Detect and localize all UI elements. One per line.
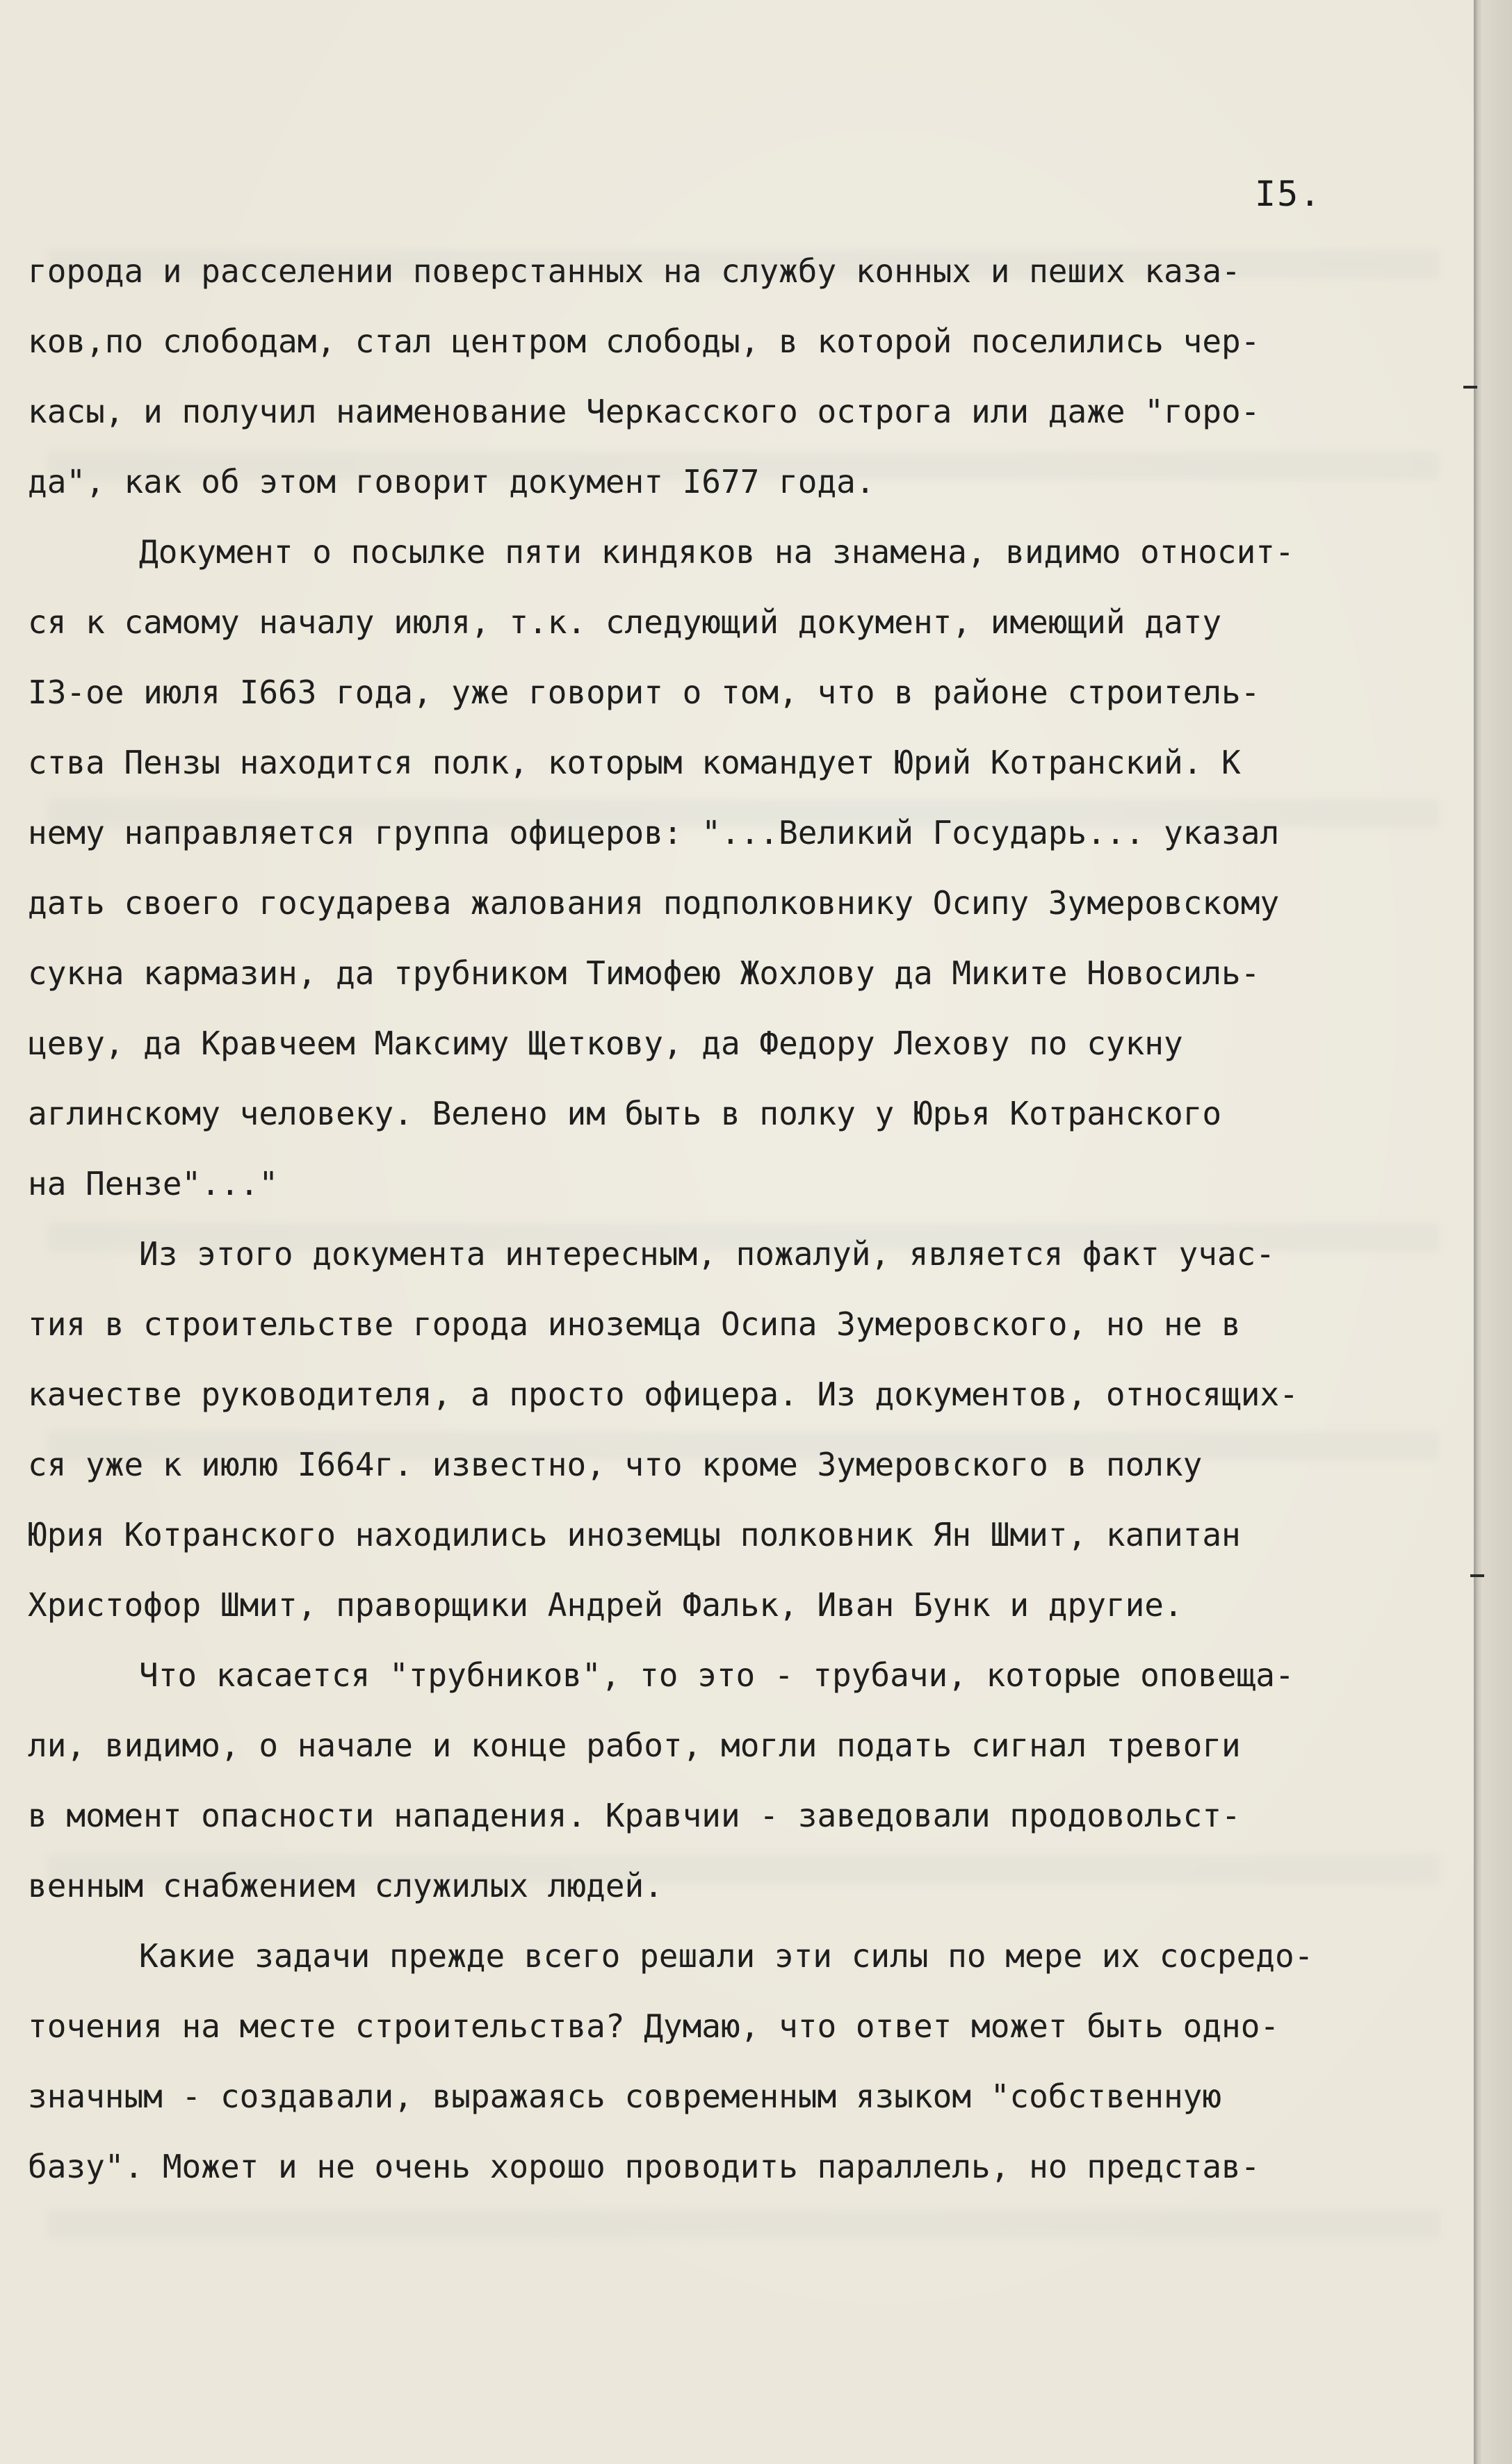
- text-line: Христофор Шмит, праворщики Андрей Фальк, Иван Бунк и другие.: [28, 1586, 1183, 1624]
- text-line: цеву, да Кравчеем Максиму Щеткову, да Федору Лехову по сукну: [28, 1025, 1183, 1062]
- bleed-through-shadow: [49, 2210, 1439, 2238]
- text-line: I3-ое июля I663 года, уже говорит о том, что в районе строитель-: [28, 674, 1260, 711]
- text-line: Что касается "трубников", то это - трубачи, которые оповеща-: [139, 1656, 1294, 1694]
- text-line: Из этого документа интересным, пожалуй, является факт учас-: [139, 1235, 1275, 1273]
- text-line: касы, и получил наименование Черкасского острога или даже "горо-: [28, 393, 1260, 430]
- margin-tick-mark: [1470, 1574, 1484, 1577]
- text-line: в момент опасности нападения. Кравчии - заведовали продовольст-: [28, 1797, 1241, 1834]
- text-line: точения на месте строительства? Думаю, что ответ может быть одно-: [28, 2007, 1280, 2045]
- text-line: на Пензе"...": [28, 1165, 279, 1202]
- text-line: да", как об этом говорит документ I677 года.: [28, 463, 875, 500]
- text-line: города и расселении поверстанных на службу конных и пеших каза-: [28, 252, 1241, 290]
- text-line: Юрия Котранского находились иноземцы полковник Ян Шмит, капитан: [28, 1516, 1241, 1553]
- text-line: нему направляется группа офицеров: "...Великий Государь... указал: [28, 814, 1280, 851]
- text-line: тия в строительстве города иноземца Осипа Зумеровского, но не в: [28, 1305, 1241, 1343]
- next-page-edge: [1474, 0, 1512, 2464]
- text-line: ся к самому началу июля, т.к. следующий документ, имеющий дату: [28, 603, 1222, 641]
- text-line: ли, видимо, о начале и конце работ, могли подать сигнал тревоги: [28, 1727, 1241, 1764]
- text-line: базу". Может и не очень хорошо проводить параллель, но представ-: [28, 2148, 1260, 2185]
- text-line: аглинскому человеку. Велено им быть в полку у Юрья Котранского: [28, 1095, 1222, 1132]
- text-line: ства Пензы находится полк, которым командует Юрий Котранский. К: [28, 744, 1241, 781]
- page-number: I5.: [1255, 174, 1322, 214]
- text-line: сукна кармазин, да трубником Тимофею Жохлову да Миките Новосиль-: [28, 954, 1260, 992]
- margin-tick-mark: [1463, 386, 1477, 389]
- text-line: значным - создавали, выражаясь современным языком "собственную: [28, 2078, 1222, 2115]
- text-line: ков,по слободам, стал центром слободы, в которой поселились чер-: [28, 323, 1260, 360]
- text-line: дать своего государева жалования подполковнику Осипу Зумеровскому: [28, 884, 1280, 922]
- text-line: венным снабжением служилых людей.: [28, 1867, 663, 1904]
- text-line: Какие задачи прежде всего решали эти силы по мере их сосредо-: [139, 1937, 1314, 1975]
- text-line: Документ о посылке пяти киндяков на знамена, видимо относит-: [139, 533, 1294, 571]
- typed-text-body: [28, 236, 1474, 2202]
- text-line: ся уже к июлю I664г. известно, что кроме Зумеровского в полку: [28, 1446, 1203, 1483]
- text-line: качестве руководителя, а просто офицера. Из документов, относящих-: [28, 1376, 1299, 1413]
